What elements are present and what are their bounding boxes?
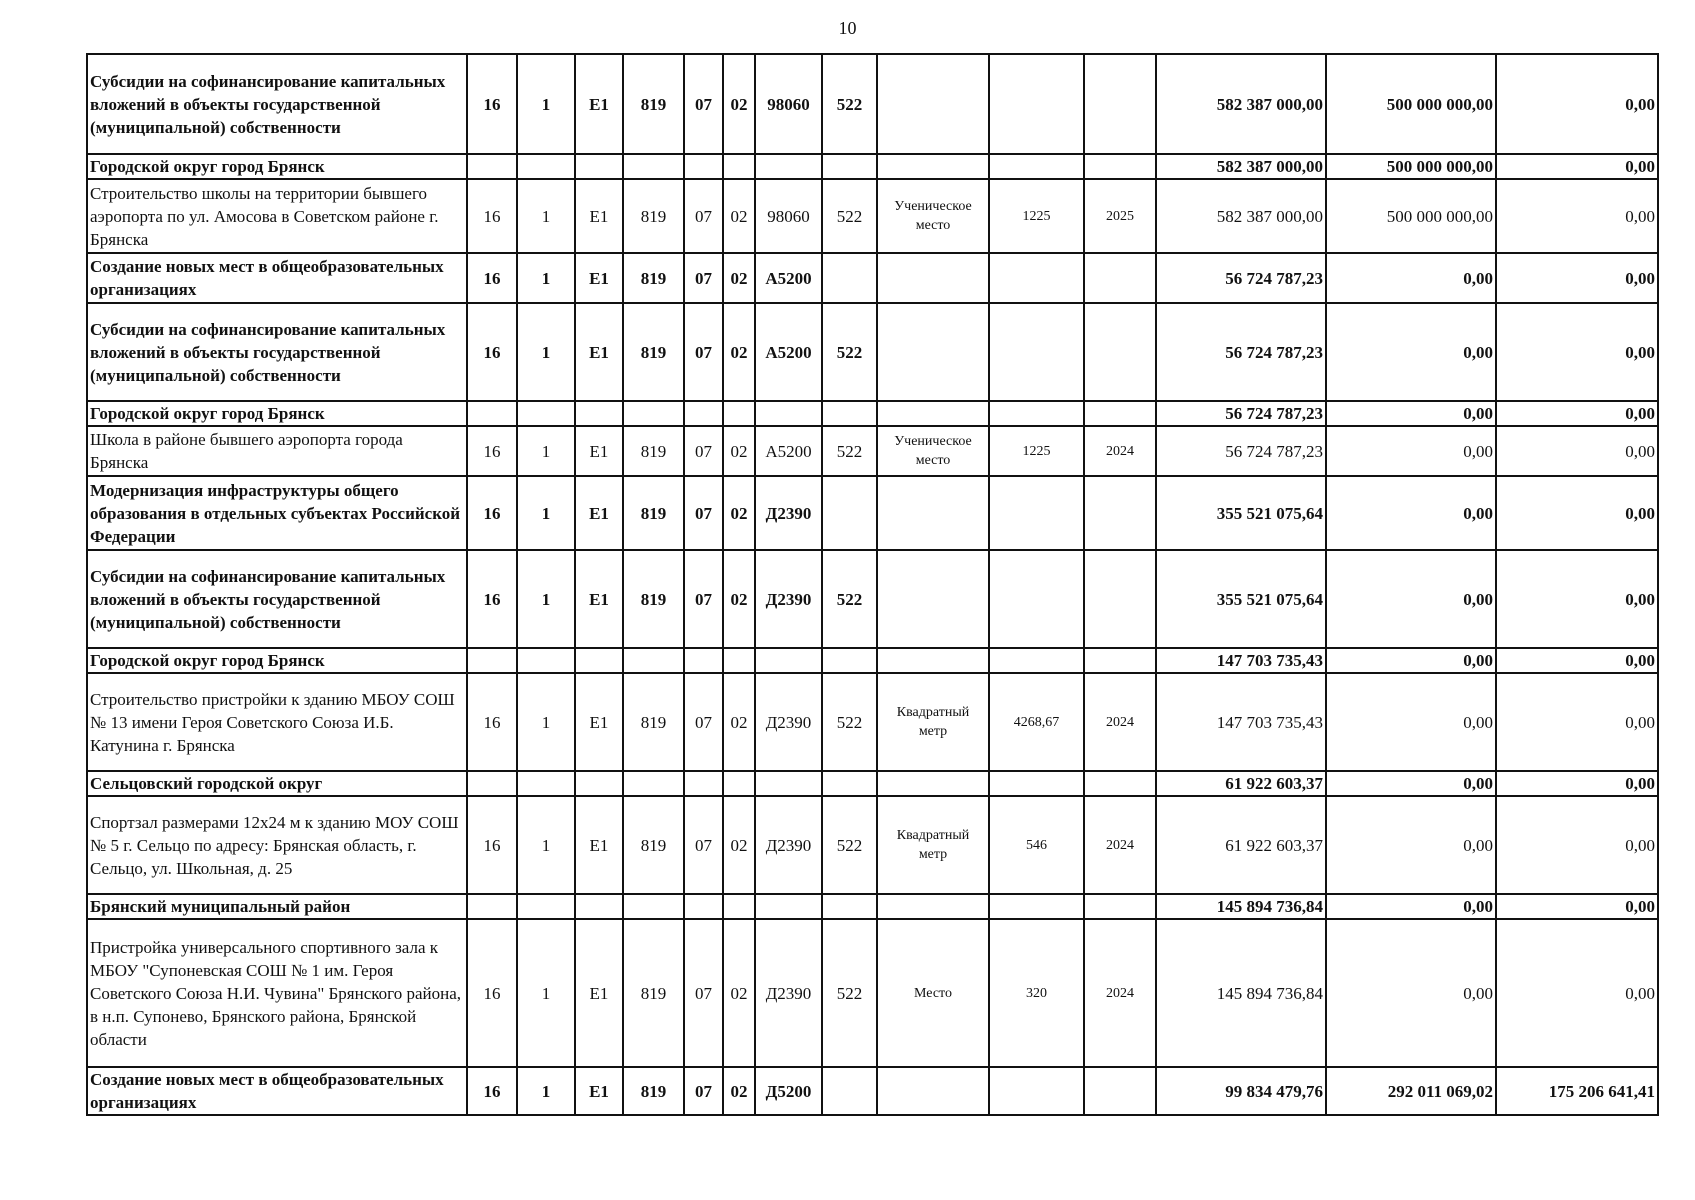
cell-name: Школа в районе бывшего аэропорта города Брянска: [87, 426, 467, 476]
cell-section: [684, 894, 723, 919]
cell-amount-2: 500 000 000,00: [1326, 54, 1496, 154]
table-row: [87, 894, 1658, 919]
cell-target: [755, 401, 822, 426]
cell-unit: [877, 648, 989, 673]
cell-capacity: [989, 154, 1084, 179]
cell-expense-type: [822, 154, 877, 179]
cell-amount-2: 500 000 000,00: [1326, 179, 1496, 253]
cell-subsection: 02: [723, 919, 755, 1067]
cell-subprogram: [517, 771, 575, 796]
cell-capacity: 4268,67: [989, 673, 1084, 771]
cell-subsection: [723, 648, 755, 673]
cell-program: 16: [467, 253, 517, 303]
cell-subprogram: 1: [517, 303, 575, 401]
cell-gov: 819: [623, 54, 684, 154]
cell-project: [575, 401, 623, 426]
cell-target: Д2390: [755, 673, 822, 771]
cell-unit: [877, 54, 989, 154]
cell-project: E1: [575, 550, 623, 648]
cell-amount-3: 0,00: [1496, 179, 1658, 253]
cell-subsection: [723, 154, 755, 179]
cell-expense-type: 522: [822, 919, 877, 1067]
cell-unit: Квадратный метр: [877, 673, 989, 771]
cell-amount-1: 147 703 735,43: [1156, 673, 1326, 771]
cell-gov: 819: [623, 1067, 684, 1115]
cell-target: Д2390: [755, 550, 822, 648]
table-row: [87, 401, 1658, 426]
cell-expense-type: 522: [822, 796, 877, 894]
cell-amount-1: 61 922 603,37: [1156, 771, 1326, 796]
cell-subprogram: 1: [517, 673, 575, 771]
cell-program: 16: [467, 796, 517, 894]
cell-subsection: 02: [723, 673, 755, 771]
cell-project: E1: [575, 796, 623, 894]
page-number: 10: [838, 18, 857, 38]
cell-capacity: [989, 303, 1084, 401]
cell-expense-type: 522: [822, 426, 877, 476]
cell-year: [1084, 648, 1156, 673]
table-row: [87, 154, 1658, 179]
cell-amount-3: 0,00: [1496, 303, 1658, 401]
cell-expense-type: [822, 401, 877, 426]
cell-program: 16: [467, 1067, 517, 1115]
cell-name: Субсидии на софинансирование капитальных вложений в объекты государственной (муниципальной) собственности: [87, 54, 467, 154]
cell-subsection: 02: [723, 426, 755, 476]
cell-program: 16: [467, 919, 517, 1067]
budget-table: [86, 53, 1659, 1116]
cell-subprogram: [517, 894, 575, 919]
cell-amount-2: 292 011 069,02: [1326, 1067, 1496, 1115]
cell-subsection: 02: [723, 179, 755, 253]
cell-amount-2: 0,00: [1326, 919, 1496, 1067]
cell-amount-1: 355 521 075,64: [1156, 476, 1326, 550]
table-row: [87, 796, 1658, 894]
cell-subprogram: 1: [517, 796, 575, 894]
cell-amount-2: 0,00: [1326, 476, 1496, 550]
cell-amount-2: 0,00: [1326, 796, 1496, 894]
cell-subprogram: 1: [517, 550, 575, 648]
cell-gov: [623, 648, 684, 673]
cell-amount-3: 0,00: [1496, 919, 1658, 1067]
table-row: [87, 550, 1658, 648]
cell-section: 07: [684, 1067, 723, 1115]
cell-name: Модернизация инфраструктуры общего образования в отдельных субъектах Российской Федерации: [87, 476, 467, 550]
cell-amount-1: 145 894 736,84: [1156, 894, 1326, 919]
cell-project: E1: [575, 673, 623, 771]
table-row: [87, 54, 1658, 154]
cell-amount-1: 99 834 479,76: [1156, 1067, 1326, 1115]
cell-gov: 819: [623, 796, 684, 894]
cell-expense-type: 522: [822, 179, 877, 253]
cell-gov: 819: [623, 303, 684, 401]
cell-amount-3: 175 206 641,41: [1496, 1067, 1658, 1115]
cell-year: 2024: [1084, 673, 1156, 771]
cell-year: [1084, 894, 1156, 919]
cell-amount-2: 0,00: [1326, 648, 1496, 673]
cell-project: E1: [575, 303, 623, 401]
cell-capacity: [989, 771, 1084, 796]
cell-amount-3: 0,00: [1496, 253, 1658, 303]
cell-target: Д2390: [755, 796, 822, 894]
cell-unit: Ученическое место: [877, 179, 989, 253]
cell-year: [1084, 771, 1156, 796]
cell-amount-2: 0,00: [1326, 771, 1496, 796]
cell-amount-3: 0,00: [1496, 401, 1658, 426]
table-row: [87, 303, 1658, 401]
cell-subsection: 02: [723, 796, 755, 894]
cell-amount-3: 0,00: [1496, 894, 1658, 919]
cell-subprogram: 1: [517, 253, 575, 303]
cell-year: 2024: [1084, 796, 1156, 894]
cell-section: 07: [684, 550, 723, 648]
cell-project: [575, 771, 623, 796]
cell-section: 07: [684, 179, 723, 253]
cell-name: Городской округ город Брянск: [87, 648, 467, 673]
cell-section: 07: [684, 796, 723, 894]
cell-amount-2: 0,00: [1326, 894, 1496, 919]
cell-subsection: [723, 771, 755, 796]
cell-program: 16: [467, 54, 517, 154]
cell-target: А5200: [755, 426, 822, 476]
cell-amount-3: 0,00: [1496, 54, 1658, 154]
cell-project: E1: [575, 476, 623, 550]
cell-year: 2024: [1084, 919, 1156, 1067]
cell-gov: 819: [623, 550, 684, 648]
cell-program: [467, 648, 517, 673]
cell-year: [1084, 303, 1156, 401]
cell-amount-3: 0,00: [1496, 426, 1658, 476]
cell-unit: [877, 550, 989, 648]
cell-section: 07: [684, 673, 723, 771]
cell-capacity: 546: [989, 796, 1084, 894]
cell-unit: [877, 476, 989, 550]
cell-subprogram: [517, 648, 575, 673]
cell-gov: [623, 894, 684, 919]
cell-name: Создание новых мест в общеобразовательных организациях: [87, 1067, 467, 1115]
cell-subprogram: 1: [517, 476, 575, 550]
cell-target: Д5200: [755, 1067, 822, 1115]
table-row: [87, 1067, 1658, 1115]
cell-section: 07: [684, 54, 723, 154]
cell-program: [467, 894, 517, 919]
cell-year: [1084, 1067, 1156, 1115]
cell-year: [1084, 550, 1156, 648]
cell-gov: 819: [623, 476, 684, 550]
cell-amount-1: 582 387 000,00: [1156, 154, 1326, 179]
cell-amount-2: 0,00: [1326, 426, 1496, 476]
cell-unit: [877, 894, 989, 919]
cell-program: 16: [467, 476, 517, 550]
cell-expense-type: [822, 1067, 877, 1115]
cell-amount-3: 0,00: [1496, 771, 1658, 796]
cell-year: 2025: [1084, 179, 1156, 253]
cell-capacity: [989, 253, 1084, 303]
cell-target: [755, 154, 822, 179]
cell-name: Строительство школы на территории бывшего аэропорта по ул. Амосова в Советском районе г. Брянска: [87, 179, 467, 253]
cell-project: E1: [575, 919, 623, 1067]
cell-program: 16: [467, 303, 517, 401]
cell-capacity: 320: [989, 919, 1084, 1067]
cell-expense-type: 522: [822, 673, 877, 771]
cell-target: [755, 894, 822, 919]
cell-expense-type: [822, 771, 877, 796]
cell-subprogram: 1: [517, 426, 575, 476]
cell-capacity: 1225: [989, 179, 1084, 253]
cell-section: 07: [684, 476, 723, 550]
cell-year: 2024: [1084, 426, 1156, 476]
cell-target: А5200: [755, 303, 822, 401]
cell-name: Городской округ город Брянск: [87, 154, 467, 179]
cell-amount-3: 0,00: [1496, 550, 1658, 648]
table-row: [87, 648, 1658, 673]
cell-amount-1: 56 724 787,23: [1156, 303, 1326, 401]
table-row: [87, 253, 1658, 303]
cell-gov: 819: [623, 179, 684, 253]
cell-capacity: [989, 550, 1084, 648]
cell-capacity: [989, 894, 1084, 919]
cell-subprogram: 1: [517, 919, 575, 1067]
cell-unit: Ученическое место: [877, 426, 989, 476]
cell-amount-3: 0,00: [1496, 673, 1658, 771]
cell-name: Спортзал размерами 12х24 м к зданию МОУ СОШ № 5 г. Сельцо по адресу: Брянская область, г. Сельцо, ул. Школьная, д. 25: [87, 796, 467, 894]
cell-capacity: [989, 54, 1084, 154]
cell-gov: 819: [623, 919, 684, 1067]
cell-target: Д2390: [755, 476, 822, 550]
cell-target: 98060: [755, 179, 822, 253]
cell-name: Субсидии на софинансирование капитальных вложений в объекты государственной (муниципальной) собственности: [87, 303, 467, 401]
cell-subprogram: 1: [517, 54, 575, 154]
cell-subsection: 02: [723, 1067, 755, 1115]
cell-target: 98060: [755, 54, 822, 154]
cell-capacity: [989, 401, 1084, 426]
cell-subsection: 02: [723, 476, 755, 550]
cell-expense-type: 522: [822, 550, 877, 648]
cell-subprogram: [517, 401, 575, 426]
cell-name: Строительство пристройки к зданию МБОУ СОШ № 13 имени Героя Советского Союза И.Б. Катунина г. Брянска: [87, 673, 467, 771]
cell-target: А5200: [755, 253, 822, 303]
cell-section: [684, 771, 723, 796]
cell-subprogram: 1: [517, 179, 575, 253]
cell-section: [684, 154, 723, 179]
cell-capacity: [989, 476, 1084, 550]
table-row: [87, 476, 1658, 550]
cell-project: E1: [575, 253, 623, 303]
cell-capacity: [989, 648, 1084, 673]
cell-gov: 819: [623, 673, 684, 771]
cell-section: [684, 401, 723, 426]
cell-project: [575, 648, 623, 673]
cell-year: [1084, 154, 1156, 179]
cell-gov: [623, 401, 684, 426]
cell-program: 16: [467, 426, 517, 476]
cell-project: [575, 894, 623, 919]
cell-section: 07: [684, 426, 723, 476]
cell-amount-2: 500 000 000,00: [1326, 154, 1496, 179]
cell-section: 07: [684, 303, 723, 401]
cell-name: Пристройка универсального спортивного зала к МБОУ "Супоневская СОШ № 1 им. Героя Советского Союза Н.И. Чувина" Брянского района, в н.п. Супонево, Брянского района, Брянской области: [87, 919, 467, 1067]
cell-project: E1: [575, 1067, 623, 1115]
cell-amount-2: 0,00: [1326, 401, 1496, 426]
cell-subsection: 02: [723, 550, 755, 648]
cell-year: [1084, 54, 1156, 154]
cell-name: Городской округ город Брянск: [87, 401, 467, 426]
cell-amount-2: 0,00: [1326, 550, 1496, 648]
cell-unit: [877, 401, 989, 426]
cell-program: [467, 771, 517, 796]
cell-project: [575, 154, 623, 179]
cell-amount-1: 582 387 000,00: [1156, 54, 1326, 154]
cell-name: Сельцовский городской округ: [87, 771, 467, 796]
cell-expense-type: [822, 253, 877, 303]
cell-amount-3: 0,00: [1496, 648, 1658, 673]
cell-name: Субсидии на софинансирование капитальных вложений в объекты государственной (муниципальной) собственности: [87, 550, 467, 648]
cell-gov: [623, 154, 684, 179]
cell-amount-1: 61 922 603,37: [1156, 796, 1326, 894]
cell-gov: 819: [623, 253, 684, 303]
cell-amount-1: 145 894 736,84: [1156, 919, 1326, 1067]
cell-unit: [877, 303, 989, 401]
cell-section: [684, 648, 723, 673]
cell-amount-1: 56 724 787,23: [1156, 426, 1326, 476]
cell-target: Д2390: [755, 919, 822, 1067]
cell-capacity: 1225: [989, 426, 1084, 476]
table-row: [87, 673, 1658, 771]
table-row: [87, 771, 1658, 796]
cell-amount-3: 0,00: [1496, 154, 1658, 179]
cell-name: Брянский муниципальный район: [87, 894, 467, 919]
cell-expense-type: [822, 894, 877, 919]
cell-expense-type: 522: [822, 303, 877, 401]
cell-unit: [877, 154, 989, 179]
cell-expense-type: [822, 648, 877, 673]
cell-target: [755, 648, 822, 673]
cell-amount-3: 0,00: [1496, 796, 1658, 894]
cell-amount-1: 147 703 735,43: [1156, 648, 1326, 673]
cell-gov: 819: [623, 426, 684, 476]
cell-amount-2: 0,00: [1326, 253, 1496, 303]
cell-program: 16: [467, 673, 517, 771]
cell-section: 07: [684, 919, 723, 1067]
cell-amount-1: 56 724 787,23: [1156, 401, 1326, 426]
cell-program: [467, 401, 517, 426]
cell-amount-2: 0,00: [1326, 303, 1496, 401]
cell-year: [1084, 401, 1156, 426]
cell-subsection: 02: [723, 54, 755, 154]
cell-amount-1: 582 387 000,00: [1156, 179, 1326, 253]
cell-unit: Квадратный метр: [877, 796, 989, 894]
cell-program: [467, 154, 517, 179]
cell-program: 16: [467, 550, 517, 648]
table-row: [87, 179, 1658, 253]
cell-subsection: [723, 894, 755, 919]
cell-project: E1: [575, 179, 623, 253]
cell-target: [755, 771, 822, 796]
cell-subprogram: [517, 154, 575, 179]
cell-unit: [877, 1067, 989, 1115]
cell-unit: [877, 771, 989, 796]
cell-amount-1: 355 521 075,64: [1156, 550, 1326, 648]
cell-subsection: [723, 401, 755, 426]
cell-amount-2: 0,00: [1326, 673, 1496, 771]
cell-unit: Место: [877, 919, 989, 1067]
cell-project: E1: [575, 426, 623, 476]
cell-subsection: 02: [723, 303, 755, 401]
cell-section: 07: [684, 253, 723, 303]
cell-year: [1084, 253, 1156, 303]
cell-name: Создание новых мест в общеобразовательных организациях: [87, 253, 467, 303]
cell-project: E1: [575, 54, 623, 154]
table-row: [87, 919, 1658, 1067]
cell-expense-type: 522: [822, 54, 877, 154]
cell-program: 16: [467, 179, 517, 253]
cell-gov: [623, 771, 684, 796]
cell-subsection: 02: [723, 253, 755, 303]
cell-capacity: [989, 1067, 1084, 1115]
cell-year: [1084, 476, 1156, 550]
cell-subprogram: 1: [517, 1067, 575, 1115]
cell-amount-3: 0,00: [1496, 476, 1658, 550]
cell-amount-1: 56 724 787,23: [1156, 253, 1326, 303]
cell-expense-type: [822, 476, 877, 550]
cell-unit: [877, 253, 989, 303]
table-row: [87, 426, 1658, 476]
